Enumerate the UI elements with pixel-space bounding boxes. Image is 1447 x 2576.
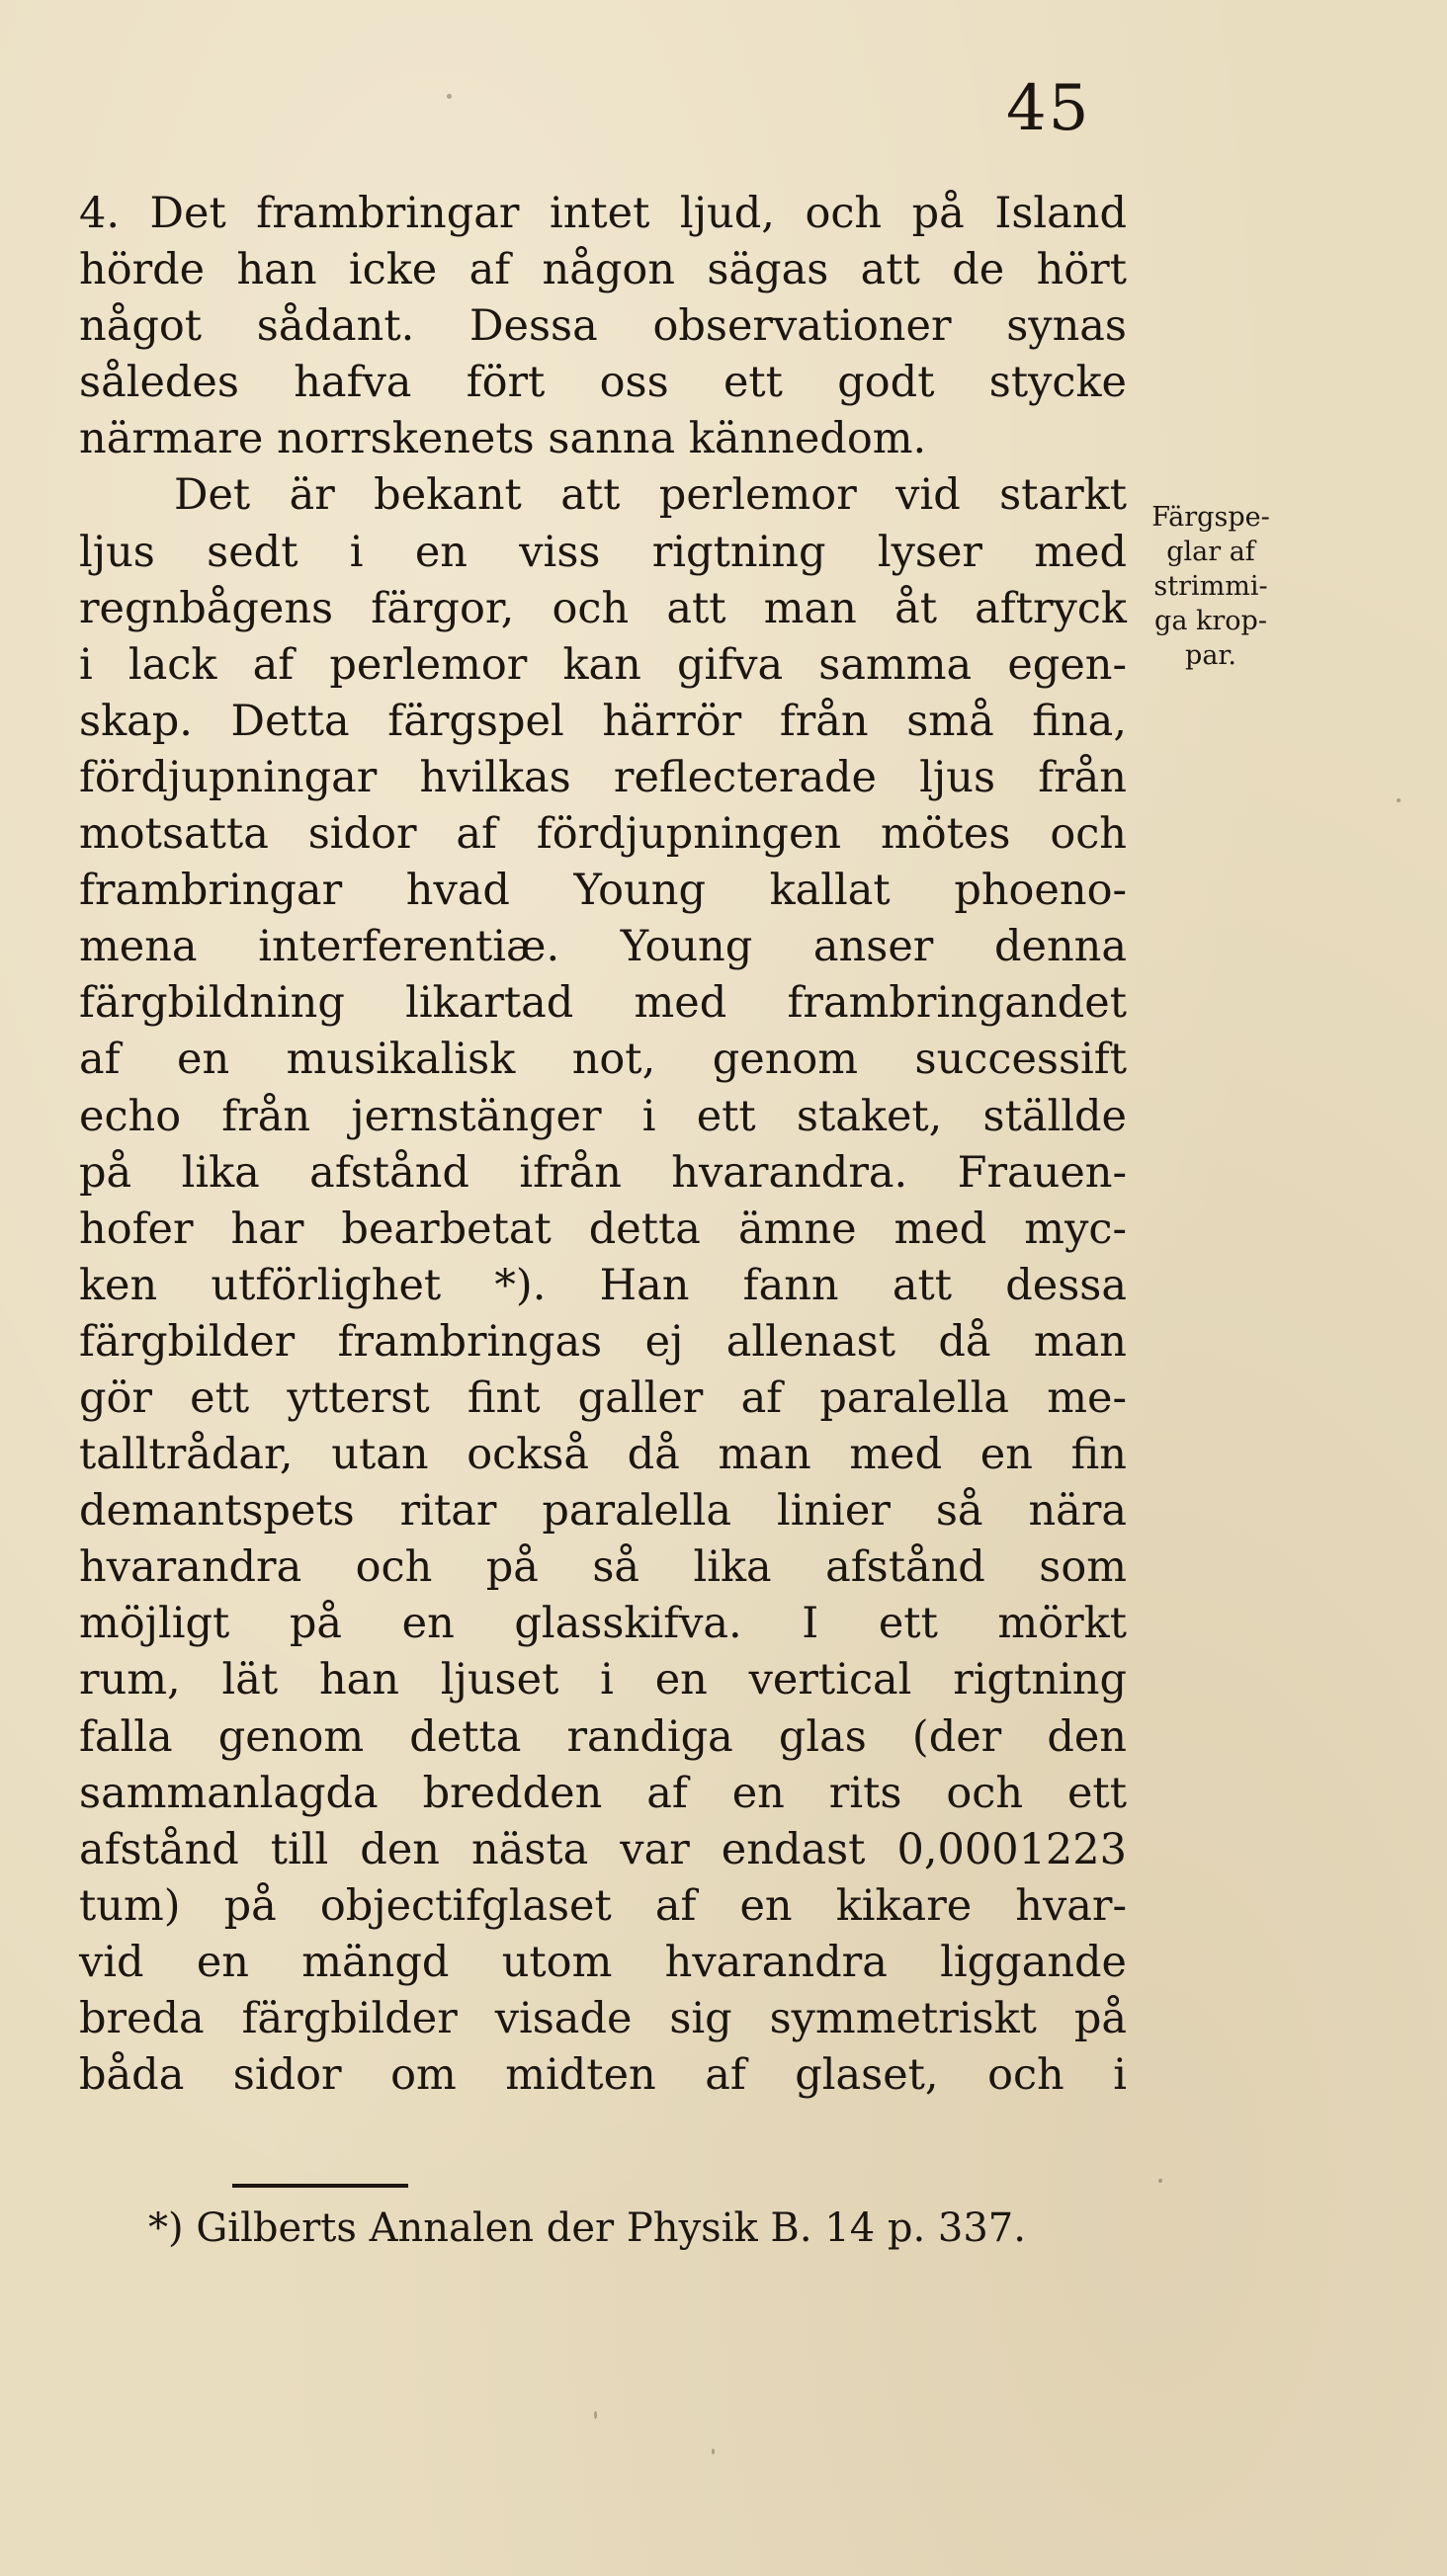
paper-speck — [447, 94, 452, 99]
text-line: motsatta sidor af fördjupningen mötes och — [79, 809, 1127, 860]
text-line: regnbågens färgor, och att man åt aftryck — [79, 583, 1127, 633]
text-line: af en musikalisk not, genom successift — [79, 1035, 1127, 1085]
text-line: hvarandra och på så lika afstånd som — [79, 1542, 1127, 1593]
margin-note — [1137, 500, 1285, 673]
text-line: sammanlagda bredden af en rits och ett — [79, 1768, 1127, 1818]
text-line: talltrådar, utan också då man med en fin — [79, 1430, 1127, 1480]
margin-note-line: glar af — [1166, 537, 1255, 567]
text-line: tum) på objectifglaset af en kikare hvar- — [79, 1880, 1127, 1931]
text-line: något sådant. Dessa observationer synas — [79, 301, 1127, 352]
text-line: gör ett ytterst fint galler af paralella me- — [79, 1372, 1127, 1423]
text-line: i lack af perlemor kan gifva samma egen- — [79, 639, 1127, 690]
text-line: hörde han icke af någon sägas att de hört — [79, 245, 1127, 295]
text-line: ken utförlighet *). Han fann att dessa — [79, 1260, 1127, 1310]
page-number: 45 — [1006, 72, 1091, 145]
text-line: frambringar hvad Young kallat phoeno- — [79, 866, 1127, 916]
text-line: färgbilder frambringas ej allenast då man — [79, 1316, 1127, 1367]
text-line: echo från jernstänger i ett staket, ställde — [79, 1091, 1127, 1141]
paper-speck — [594, 2411, 597, 2419]
text-line: båda sidor om midten af glaset, och i — [79, 2050, 1127, 2101]
text-line: hofer har bearbetat detta ämne med myc- — [79, 1204, 1127, 1254]
text-line: falla genom detta randiga glas (der den — [79, 1711, 1127, 1762]
text-line: möjligt på en glasskifva. I ett mörkt — [79, 1599, 1127, 1649]
text-line: rum, lät han ljuset i en vertical rigtning — [79, 1655, 1127, 1705]
text-line: således hafva fört oss ett godt stycke — [79, 358, 1127, 408]
text-line: Det är bekant att perlemor vid starkt — [174, 470, 1127, 521]
paper-speck — [1158, 2179, 1162, 2183]
text-line: fördjupningar hvilkas reflecterade ljus från — [79, 752, 1127, 802]
text-line: färgbildning likartad med frambringandet — [79, 978, 1127, 1029]
text-line: närmare norrskenets sanna kännedom. — [79, 414, 927, 464]
body-text — [79, 186, 1127, 2104]
text-line: breda färgbilder visade sig symmetriskt på — [79, 1994, 1127, 2043]
margin-note-line: strimmi- — [1153, 571, 1268, 602]
footnote: *) Gilberts Annalen der Physik B. 14 p. 337. — [148, 2205, 1026, 2251]
text-line: 4. Det frambringar intet ljud, och på Island — [79, 189, 1127, 238]
footnote-divider — [232, 2184, 408, 2188]
paper-speck — [712, 2449, 715, 2454]
text-line: vid en mängd utom hvarandra liggande — [79, 1937, 1127, 1987]
text-line: på lika afstånd ifrån hvarandra. Frauen- — [79, 1147, 1127, 1198]
text-line: afstånd till den nästa var endast 0,0001223 — [79, 1824, 1127, 1874]
margin-note-line: Färgspe- — [1151, 502, 1270, 533]
margin-note-line: ga krop- — [1154, 606, 1267, 636]
text-line: mena interferentiæ. Young anser denna — [79, 922, 1127, 972]
text-line: ljus sedt i en viss rigtning lyser med — [79, 527, 1127, 577]
text-line: demantspets ritar paralella linier så nära — [79, 1486, 1127, 1537]
paper-speck — [1397, 798, 1401, 802]
text-line: skap. Detta färgspel härrör från små fina, — [79, 696, 1127, 746]
margin-note-line: par. — [1185, 640, 1236, 671]
